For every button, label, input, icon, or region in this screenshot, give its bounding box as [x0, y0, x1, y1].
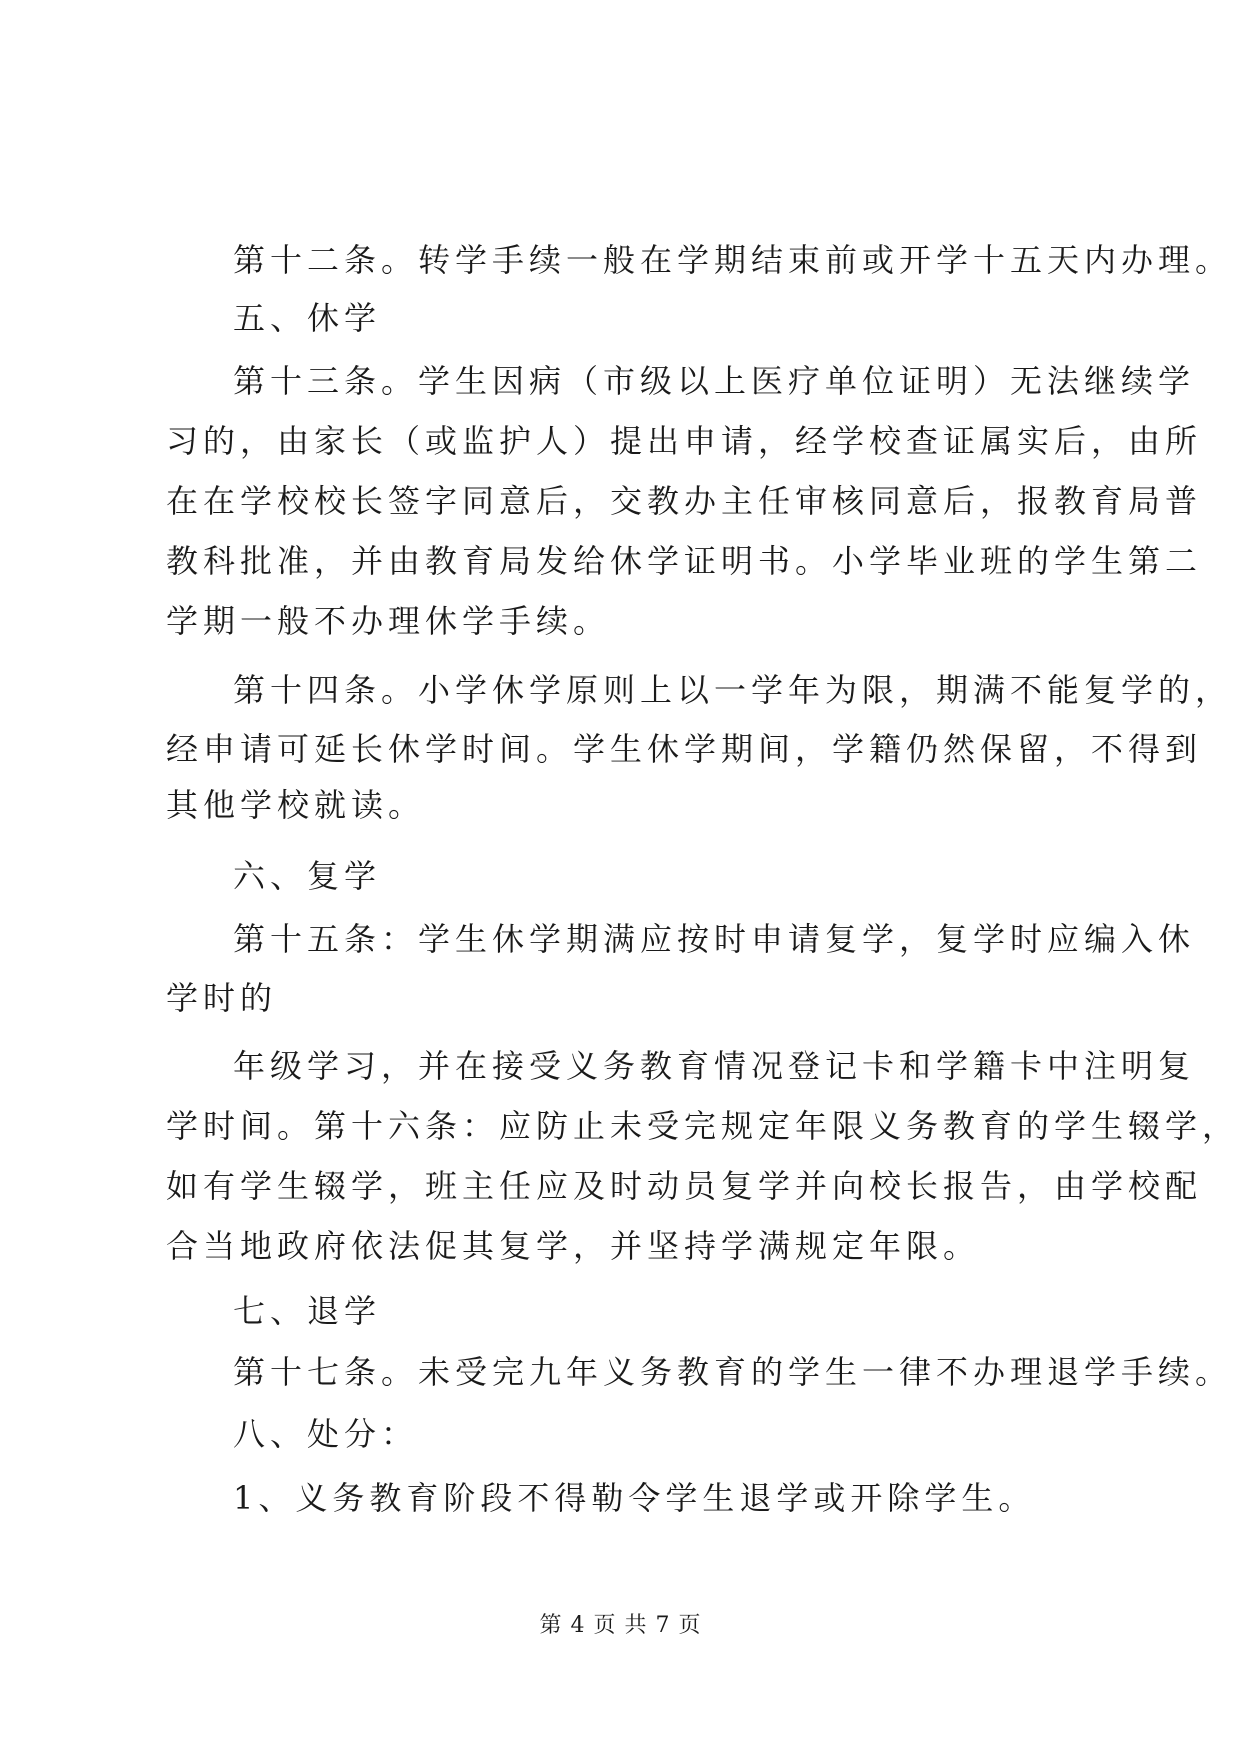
- paragraph-line: 第十五条：学生休学期满应按时申请复学，复学时应编入休: [233, 920, 1196, 958]
- paragraph-line: 在在学校校长签字同意后，交教办主任审核同意后，报教育局普: [166, 482, 1203, 520]
- paragraph-line: 习的，由家长（或监护人）提出申请，经学校查证属实后，由所: [166, 422, 1203, 460]
- paragraph-line: 教科批准，并由教育局发给休学证明书。小学毕业班的学生第二: [166, 542, 1203, 580]
- paragraph-line: 第十二条。转学手续一般在学期结束前或开学十五天内办理。: [233, 241, 1233, 279]
- paragraph-line: 第十七条。未受完九年义务教育的学生一律不办理退学手续。: [233, 1353, 1233, 1391]
- paragraph-line: 1、义务教育阶段不得勒令学生退学或开除学生。: [233, 1479, 1036, 1517]
- paragraph-line: 其他学校就读。: [166, 786, 426, 824]
- paragraph-line: 如有学生辍学，班主任应及时动员复学并向校长报告，由学校配: [166, 1167, 1203, 1205]
- paragraph-line: 学期一般不办理休学手续。: [166, 602, 611, 640]
- paragraph-line: 合当地政府依法促其复学，并坚持学满规定年限。: [166, 1227, 981, 1265]
- section-heading: 六、复学: [233, 857, 382, 895]
- section-heading: 七、退学: [233, 1292, 382, 1330]
- paragraph-line: 年级学习，并在接受义务教育情况登记卡和学籍卡中注明复: [233, 1047, 1196, 1085]
- paragraph-line: 第十三条。学生因病（市级以上医疗单位证明）无法继续学: [233, 362, 1196, 400]
- section-heading: 五、休学: [233, 299, 382, 337]
- section-heading: 八、处分：: [233, 1415, 419, 1453]
- paragraph-line: 第十四条。小学休学原则上以一学年为限，期满不能复学的，: [233, 671, 1233, 709]
- paragraph-line: 学时间。第十六条：应防止未受完规定年限义务教育的学生辍学，: [166, 1107, 1240, 1145]
- page-footer: 第 4 页 共 7 页: [539, 1613, 702, 1638]
- paragraph-line: 学时的: [166, 979, 278, 1017]
- paragraph-line: 经申请可延长休学时间。学生休学期间，学籍仍然保留，不得到: [166, 730, 1203, 768]
